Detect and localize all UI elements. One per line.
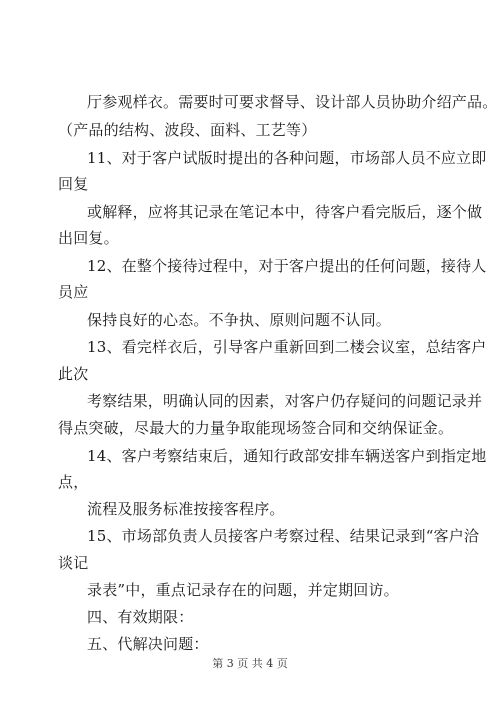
text-line: 15、市场部负责人员接客户考察过程、结果记录到“客户洽 [87, 527, 480, 545]
text-line: 员应 [58, 283, 89, 301]
page-footer: 第 3 页 共 4 页 [212, 657, 288, 670]
text-line: 录表”中，重点记录存在的问题，并定期回访。 [87, 581, 399, 599]
text-line: 11、对于客户试版时提出的各种问题，市场部人员不应立即 [87, 149, 487, 167]
text-line: 14、客户考察结束后，通知行政部安排车辆送客户到指定地 [87, 447, 487, 465]
text-line: 得点突破，尽最大的力量争取能现场签合同和交纳保证金。 [58, 419, 454, 437]
text-line: 或解释，应将其记录在笔记本中，待客户看完版后，逐个做 [87, 203, 483, 221]
text-line: 13、看完样衣后，引导客户重新回到二楼会议室，总结客户 [87, 338, 487, 356]
text-line: 考察结果，明确认同的因素，对客户仍存疑问的问题记录并 [87, 392, 483, 410]
section-heading: 四、有效期限： [87, 608, 194, 626]
text-line: 厅参观样衣。需要时可要求督导、设计部人员协助介绍产品。 [87, 93, 498, 111]
text-line: 点， [58, 473, 89, 491]
text-line: 出回复。 [58, 229, 119, 247]
text-line: 保持良好的心态。不争执、原则问题不认同。 [87, 311, 392, 329]
section-heading: 五、代解决问题： [87, 635, 209, 653]
text-line: 12、在整个接待过程中，对于客户提出的任何问题，接待人 [87, 257, 487, 275]
text-line: （产品的结构、波段、面料、工艺等） [58, 121, 317, 139]
text-line: 此次 [58, 365, 89, 383]
text-line: 回复 [58, 175, 89, 193]
text-line: 流程及服务标准按接客程序。 [87, 500, 285, 518]
text-line: 谈记 [58, 554, 89, 572]
